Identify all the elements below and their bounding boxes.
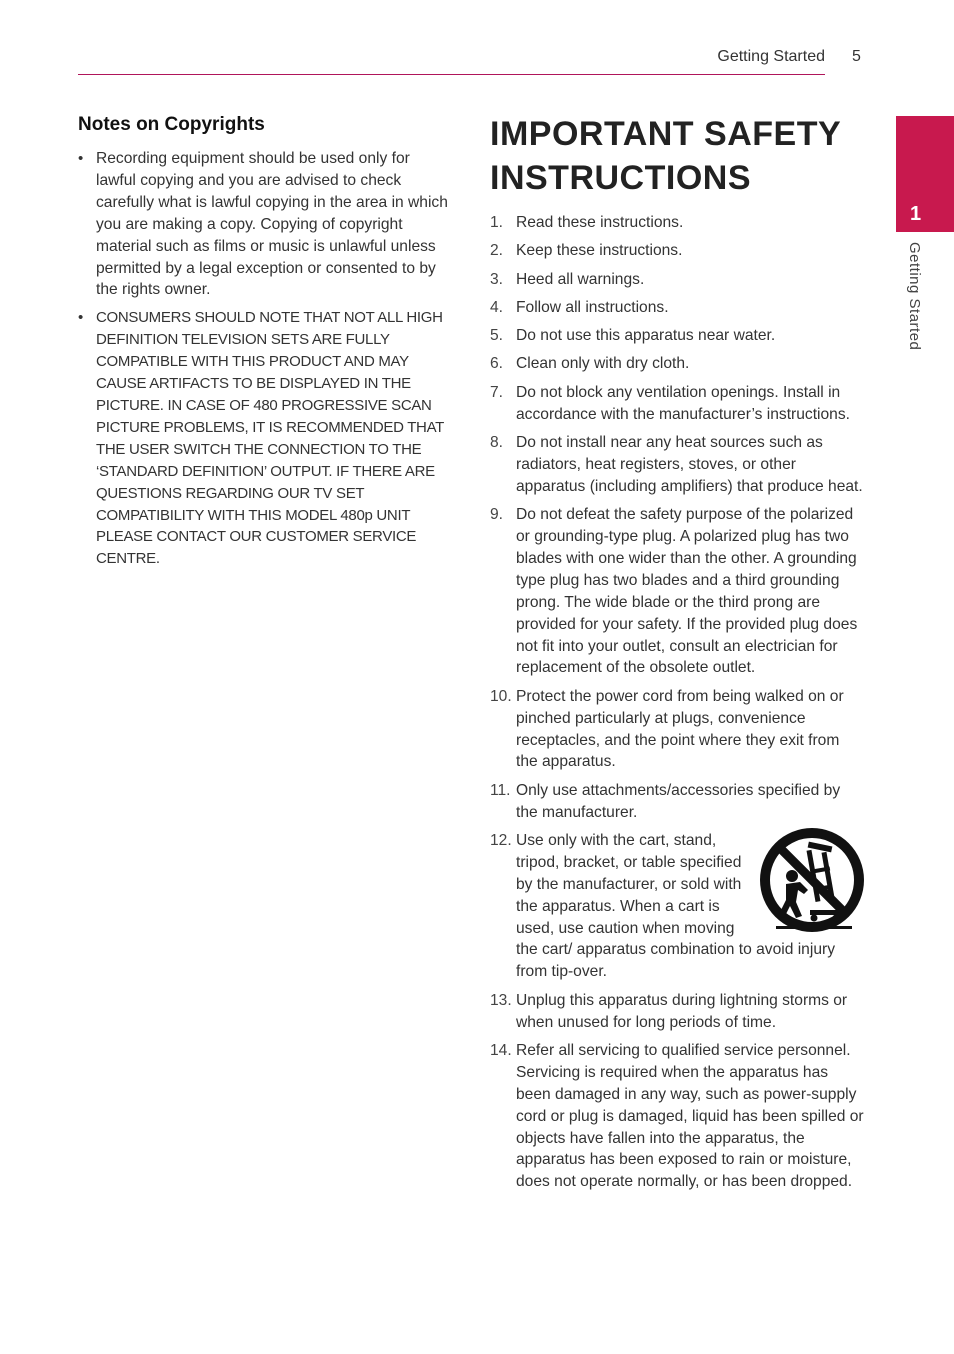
- instruction-text: Refer all servicing to qualified service personnel. Servicing is required when the apparatus has been damaged in any way, such as power-supply cord or plug is damaged, liquid has been spilled or objects have fallen into the apparatus, the apparatus has been exposed to rain or moisture, does not operate normally, or has been dropped.: [516, 1041, 864, 1191]
- instruction-item: [490, 432, 864, 498]
- bullet-text: Recording equipment should be used only for lawful copying and you are advised to check carefully what is lawful copying in the area in which you are making a copy. Copying of copyright material such as films or music is unlawful unless permitted by a legal exception or consented to by the rights owner.: [96, 150, 448, 299]
- instruction-number: 1.: [490, 214, 504, 231]
- instruction-number: 4.: [490, 298, 504, 316]
- instruction-number: 6.: [490, 355, 504, 373]
- section-heading: Notes on Copyrights: [78, 114, 265, 135]
- instruction-number: 12.: [490, 831, 512, 849]
- instruction-item: [490, 325, 864, 347]
- header-divider: [78, 74, 825, 75]
- instruction-number: 11.: [490, 781, 511, 799]
- instruction-item: [490, 990, 864, 1034]
- instruction-number: 9.: [490, 506, 504, 524]
- chapter-number: 1: [910, 203, 922, 225]
- header-section-title: Getting Started: [717, 48, 825, 65]
- instruction-item: [490, 240, 864, 262]
- instruction-text: Unplug this apparatus during lightning storms or when unused for long periods of time.: [516, 991, 848, 1031]
- bullet-icon: •: [78, 309, 83, 327]
- instruction-item: [490, 212, 864, 234]
- instruction-number: 14.: [490, 1041, 512, 1059]
- bullet-icon: •: [78, 150, 84, 167]
- instruction-text: Do not use this apparatus near water.: [516, 327, 776, 345]
- instruction-text: Do not install near any heat sources such as radiators, heat registers, stoves, or other apparatus (including amplifiers) that produce heat.: [516, 433, 863, 495]
- page-title: IMPORTANT SAFETY INSTRUCTIONS: [490, 115, 841, 197]
- instruction-item: [490, 780, 864, 824]
- instruction-text: Protect the power cord from being walked on or pinched particularly at plugs, convenience receptacles, and the point where they exit from the apparatus.: [516, 687, 844, 771]
- instruction-text: Do not defeat the safety purpose of the polarized or grounding-type plug. A polarized plug has two blades with one wider than the other. A grounding type plug has two blades and a third grounding prong. The wide blade or the third prong are provided for your safety. If the provided plug does not fit into your outlet, consult an electrician for replacement of the obsolete outlet.: [516, 506, 858, 677]
- instruction-text: Clean only with dry cloth.: [516, 355, 690, 373]
- instruction-item: [490, 830, 864, 983]
- safety-instructions-section: [490, 112, 864, 1200]
- instruction-text: Read these instructions.: [516, 214, 684, 231]
- instruction-item: [490, 686, 864, 774]
- instruction-text: Heed all warnings.: [516, 270, 645, 288]
- instruction-item: [490, 1040, 864, 1193]
- instruction-item: [490, 382, 864, 426]
- bullet-text: CONSUMERS SHOULD NOTE THAT NOT ALL HIGH DEFINITION TELEVISION SETS ARE FULLY COMPATIBLE WITH THIS PRODUCT AND MAY CAUSE ARTIFACTS TO BE DISPLAYED IN THE PICTURE. IN CASE OF 480 PROGRESSIVE SCAN PICTURE PROBLEMS, IT IS RECOMMENDED THAT THE USER SWITCH THE CONNECTION TO THE ‘STANDARD DEFINITION’ OUTPUT. IF THERE ARE QUESTIONS REGARDING OUR TV SET COMPATIBILITY WITH THIS MODEL 480p UNIT PLEASE CONTACT OUR CUSTOMER SERVICE CENTRE.: [96, 309, 444, 568]
- instruction-text: Do not block any ventilation openings. Install in accordance with the manufacturer’s instructions.: [516, 383, 850, 423]
- instruction-number: 8.: [490, 433, 504, 451]
- page-number: 5: [852, 48, 861, 65]
- instruction-text: Use only with the cart, stand, tripod, bracket, or table specified by the manufacturer, or sold with the apparatus. When a cart is used, use caution when moving the cart/ apparatus combination to avoid injury from tip-over.: [516, 831, 835, 981]
- instruction-number: 2.: [490, 242, 504, 260]
- instruction-number: 13.: [490, 991, 512, 1009]
- bullet-item: [78, 148, 450, 301]
- instruction-number: 3.: [490, 270, 504, 288]
- safety-instruction-list: [490, 212, 864, 1193]
- copyright-bullet-list: [78, 148, 450, 570]
- instruction-text: Follow all instructions.: [516, 298, 669, 316]
- instruction-item: [490, 504, 864, 679]
- cart-tip-over-warning-icon: [756, 824, 868, 936]
- copyright-notes-section: [78, 114, 450, 576]
- instruction-number: 5.: [490, 327, 504, 345]
- instruction-item: [490, 353, 864, 375]
- instruction-number: 10.: [490, 687, 512, 705]
- instruction-item: [490, 269, 864, 291]
- bullet-item: [78, 307, 450, 570]
- instruction-text: Keep these instructions.: [516, 242, 683, 260]
- instruction-item: [490, 297, 864, 319]
- instruction-number: 7.: [490, 383, 504, 401]
- chapter-label: Getting Started: [906, 242, 923, 351]
- chapter-tab: [896, 116, 954, 232]
- instruction-text: Only use attachments/accessories specified by the manufacturer.: [516, 781, 841, 821]
